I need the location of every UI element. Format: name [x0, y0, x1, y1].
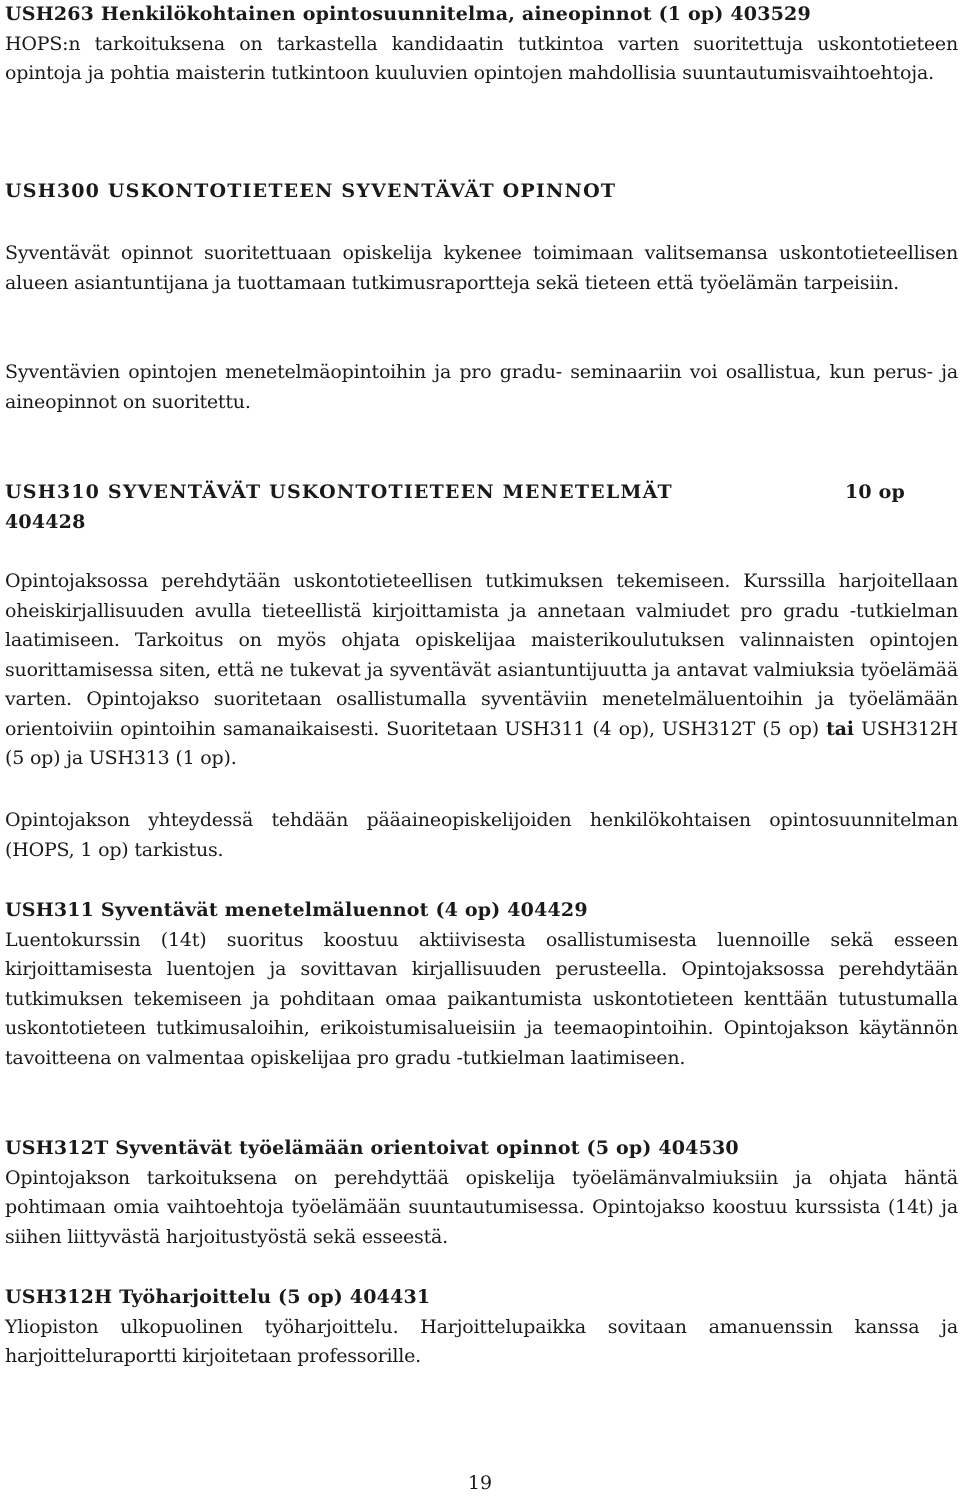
paragraph-ush312h: Yliopiston ulkopuolinen työharjoittelu. Harjoittelupaikka sovitaan amanuenssin kanssa ja harjoitteluraportti kirjoitetaan professorille. [5, 1315, 958, 1367]
section-ush312t [5, 1134, 958, 1252]
section-ush311 [5, 896, 958, 1073]
section-ush310 [5, 478, 958, 537]
credits-ush310: 10 op [844, 481, 905, 503]
heading-ush312t: USH312T Syventävät työelämään orientoivat opinnot (5 op) 404530 [5, 1137, 739, 1159]
section-ush300 [5, 177, 958, 207]
heading-ush311: USH311 Syventävät menetelmäluennot (4 op) 404429 [5, 899, 588, 921]
section-ush300-body2 [5, 358, 958, 417]
paragraph-ush310-hops: Opintojakson yhteydessä tehdään pääaineopiskelijoiden henkilökohtaisen opintosuunnitelman (HOPS, 1 op) tarkistus. [5, 809, 958, 861]
text-ush310-part2: USH312H (5 op) ja USH313 (1 op). [5, 717, 958, 769]
paragraph-ush300-intro: Syventävät opinnot suoritettuaan opiskelija kykenee toimimaan valitsemansa uskontotieteellisen alueen asiantuntijana ja tuottamaan tutkimusraportteja sekä tieteen että työelämän tarpeisiin. [5, 242, 958, 294]
text-ush310-part1: Opintojaksossa perehdytään uskontotieteellisen tutkimuksen tekemiseen. Kurssilla harjoitellaan oheiskirjallisuuden avulla tieteellistä kirjoittamista ja annetaan valmiudet pro gradu -tutkielman laatimiseen. Tarkoitus on myös ohjata opiskelijaa maisterikoulutuksen valinnaisten opintojen suorittamisessa siten, että ne tukevat ja syventävät asiantuntijuutta ja antavat valmiuksia työelämää varten. Opintojakso suoritetaan osallistumalla syventäviin menetelmäluentoihin ja työelämään orientoiviin opintoihin samanaikaisesti. Suoritetaan USH311 (4 op), USH312T (5 op) [5, 570, 958, 740]
paragraph-ush300-prereq: Syventävien opintojen menetelmäopintoihin ja pro gradu- seminaariin voi osallistua, kun perus- ja aineopinnot on suoritettu. [5, 361, 958, 413]
paragraph-ush310-description [5, 567, 958, 774]
section-ush310-hops [5, 806, 958, 865]
document-page [5, 0, 958, 1499]
heading-ush300: USH300 USKONTOTIETEEN SYVENTÄVÄT OPINNOT [5, 180, 617, 202]
heading-row-ush310 [5, 478, 905, 508]
section-ush300-body [5, 239, 958, 298]
heading-ush310: USH310 SYVENTÄVÄT USKONTOTIETEEN MENETELMÄT [5, 481, 673, 503]
section-ush310-body [5, 567, 958, 774]
heading-ush263: USH263 Henkilökohtainen opintosuunnitelma, aineopinnot (1 op) 403529 [5, 3, 811, 25]
paragraph-ush311: Luentokurssin (14t) suoritus koostuu aktiivisesta osallistumisesta luennoille sekä esseen kirjoittamisesta luentojen ja sovittavan kirjallisuuden perusteella. Opintojaksossa perehdytään tutkimuksen tekemiseen ja pohditaan omaa paikantumista uskontotieteen kenttään tutustumalla uskontotieteen tutkimusaloihin, erikoistumisalueisiin ja teemaopintoihin. Opintojakson käytännön tavoitteena on valmentaa opiskelijaa pro gradu -tutkielman laatimiseen. [5, 928, 958, 1069]
paragraph-ush263: HOPS:n tarkoituksena on tarkastella kandidaatin tutkintoa varten suoritettuja uskontotieteen opintoja ja pohtia maisterin tutkintoon kuuluvien opintojen mahdollisia suuntautumisvaihtoehtoja. [5, 32, 958, 84]
heading-ush312h: USH312H Työharjoittelu (5 op) 404431 [5, 1286, 431, 1308]
code-ush310: 404428 [5, 510, 86, 533]
text-ush310-bold: tai [826, 717, 854, 740]
page-number: 19 [467, 1472, 493, 1494]
paragraph-ush312t: Opintojakson tarkoituksena on perehdyttää opiskelija työelämänvalmiuksiin ja ohjata häntä pohtimaan omia vaihtoehtoja työelämään suuntautumisessa. Opintojakso koostuu kurssista (14t) ja siihen liittyvästä harjoitustyöstä sekä esseestä. [5, 1166, 958, 1248]
section-ush312h [5, 1283, 958, 1372]
section-ush263 [5, 0, 958, 89]
